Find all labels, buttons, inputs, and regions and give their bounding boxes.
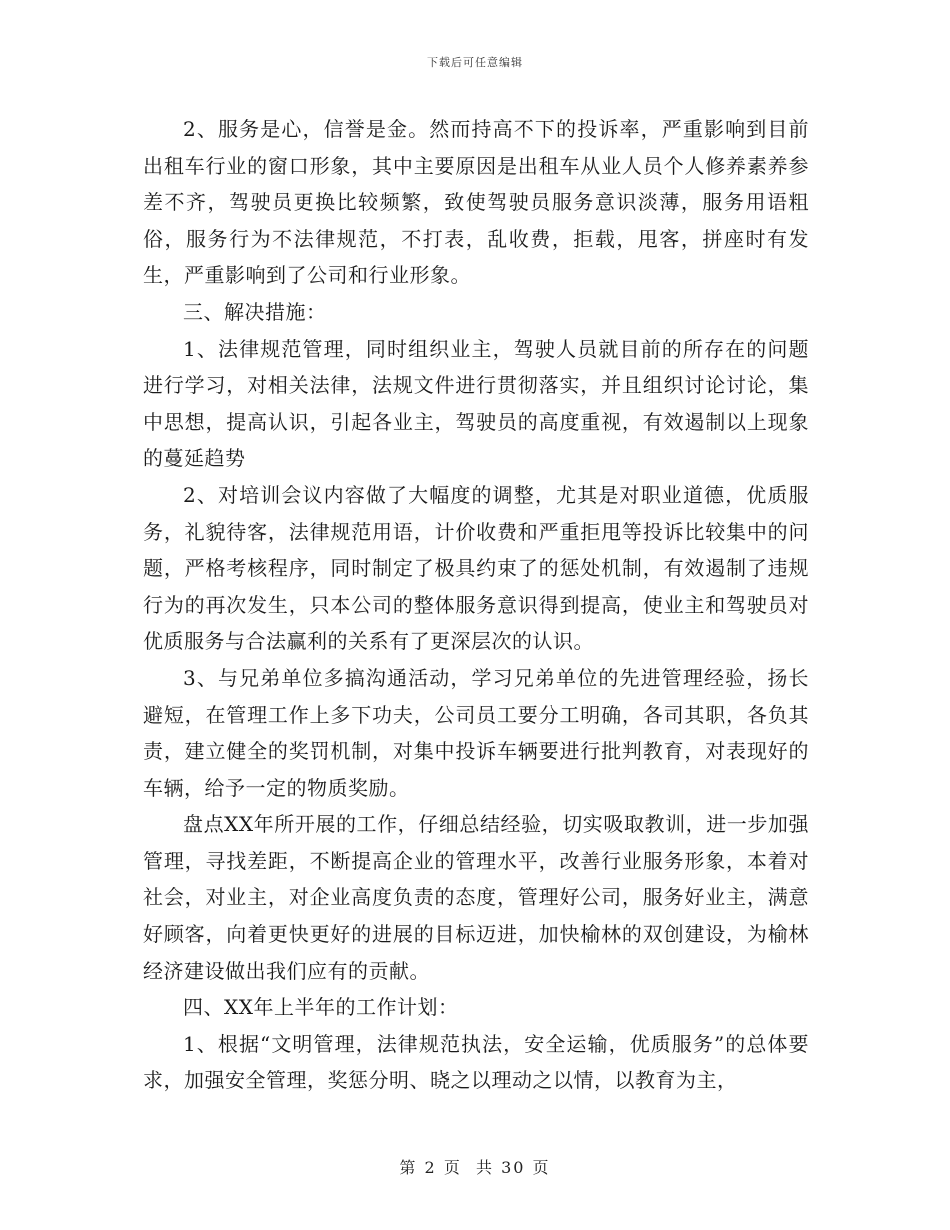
page-footer: [0, 1155, 950, 1178]
document-body: [143, 111, 809, 1099]
footer-middle: 页 共: [443, 1158, 494, 1177]
paragraph-solution-3: 3、与兄弟单位多搞沟通活动，学习兄弟单位的先进管理经验，扬长避短，在管理工作上多下功夫，公司员工要分工明确，各司其职，各负其责，建立健全的奖罚机制，对集中投诉车辆要进行批判教育，对表现好的车辆，给予一定的物质奖励。: [143, 665, 809, 800]
heading-work-plan: 四、XX年上半年的工作计划：: [183, 995, 459, 1020]
paragraph-solution-2: 2、对培训会议内容做了大幅度的调整，尤其是对职业道德，优质服务，礼貌待客，法律规范用语，计价收费和严重拒甩等投诉比较集中的问题，严格考核程序，同时制定了极具约束了的惩处机制，有效遏制了违规行为的再次发生，只本公司的整体服务意识得到提高，使业主和驾驶员对优质服务与合法赢利的关系有了更深层次的认识。: [143, 482, 809, 654]
page-header: 下载后可任意编辑: [427, 56, 523, 69]
current-page-number: 2: [424, 1158, 437, 1177]
total-pages-number: 30: [501, 1158, 526, 1177]
paragraph-solution-1: 1、法律规范管理，同时组织业主，驾驶人员就目前的所存在的问题进行学习，对相关法律，法规文件进行贯彻落实，并且组织讨论讨论，集中思想，提高认识，引起各业主，驾驶员的高度重视，有效遏制以上现象的蔓延趋势: [143, 336, 809, 471]
paragraph-summary: 盘点XX年所开展的工作，仔细总结经验，切实吸取教训，进一步加强管理，寻找差距，不断提高企业的管理水平，改善行业服务形象，本着对社会，对业主，对企业高度负责的态度，管理好公司，服务好业主，满意好顾客，向着更快更好的进展的目标迈进，加快榆林的双创建设，为榆林经济建设做出我们应有的贡献。: [143, 812, 809, 983]
paragraph-plan-1: 1、根据“文明管理，法律规范执法，安全运输，优质服务”的总体要求，加强安全管理，奖惩分明、晓之以理动之以情，以教育为主，: [143, 1031, 809, 1093]
footer-suffix: 页: [532, 1158, 551, 1177]
paragraph-service-complaints: 2、服务是心，信誉是金。然而持高不下的投诉率，严重影响到目前出租车行业的窗口形象，其中主要原因是出租车从业人员个人修养素养参差不齐，驾驶员更换比较频繁，致使驾驶员服务意识淡薄，服务用语粗俗，服务行为不法律规范，不打表，乱收费，拒载，甩客，拼座时有发生，严重影响到了公司和行业形象。: [143, 117, 809, 288]
heading-solutions: 三、解决措施：: [183, 299, 327, 324]
footer-prefix: 第: [399, 1158, 418, 1177]
